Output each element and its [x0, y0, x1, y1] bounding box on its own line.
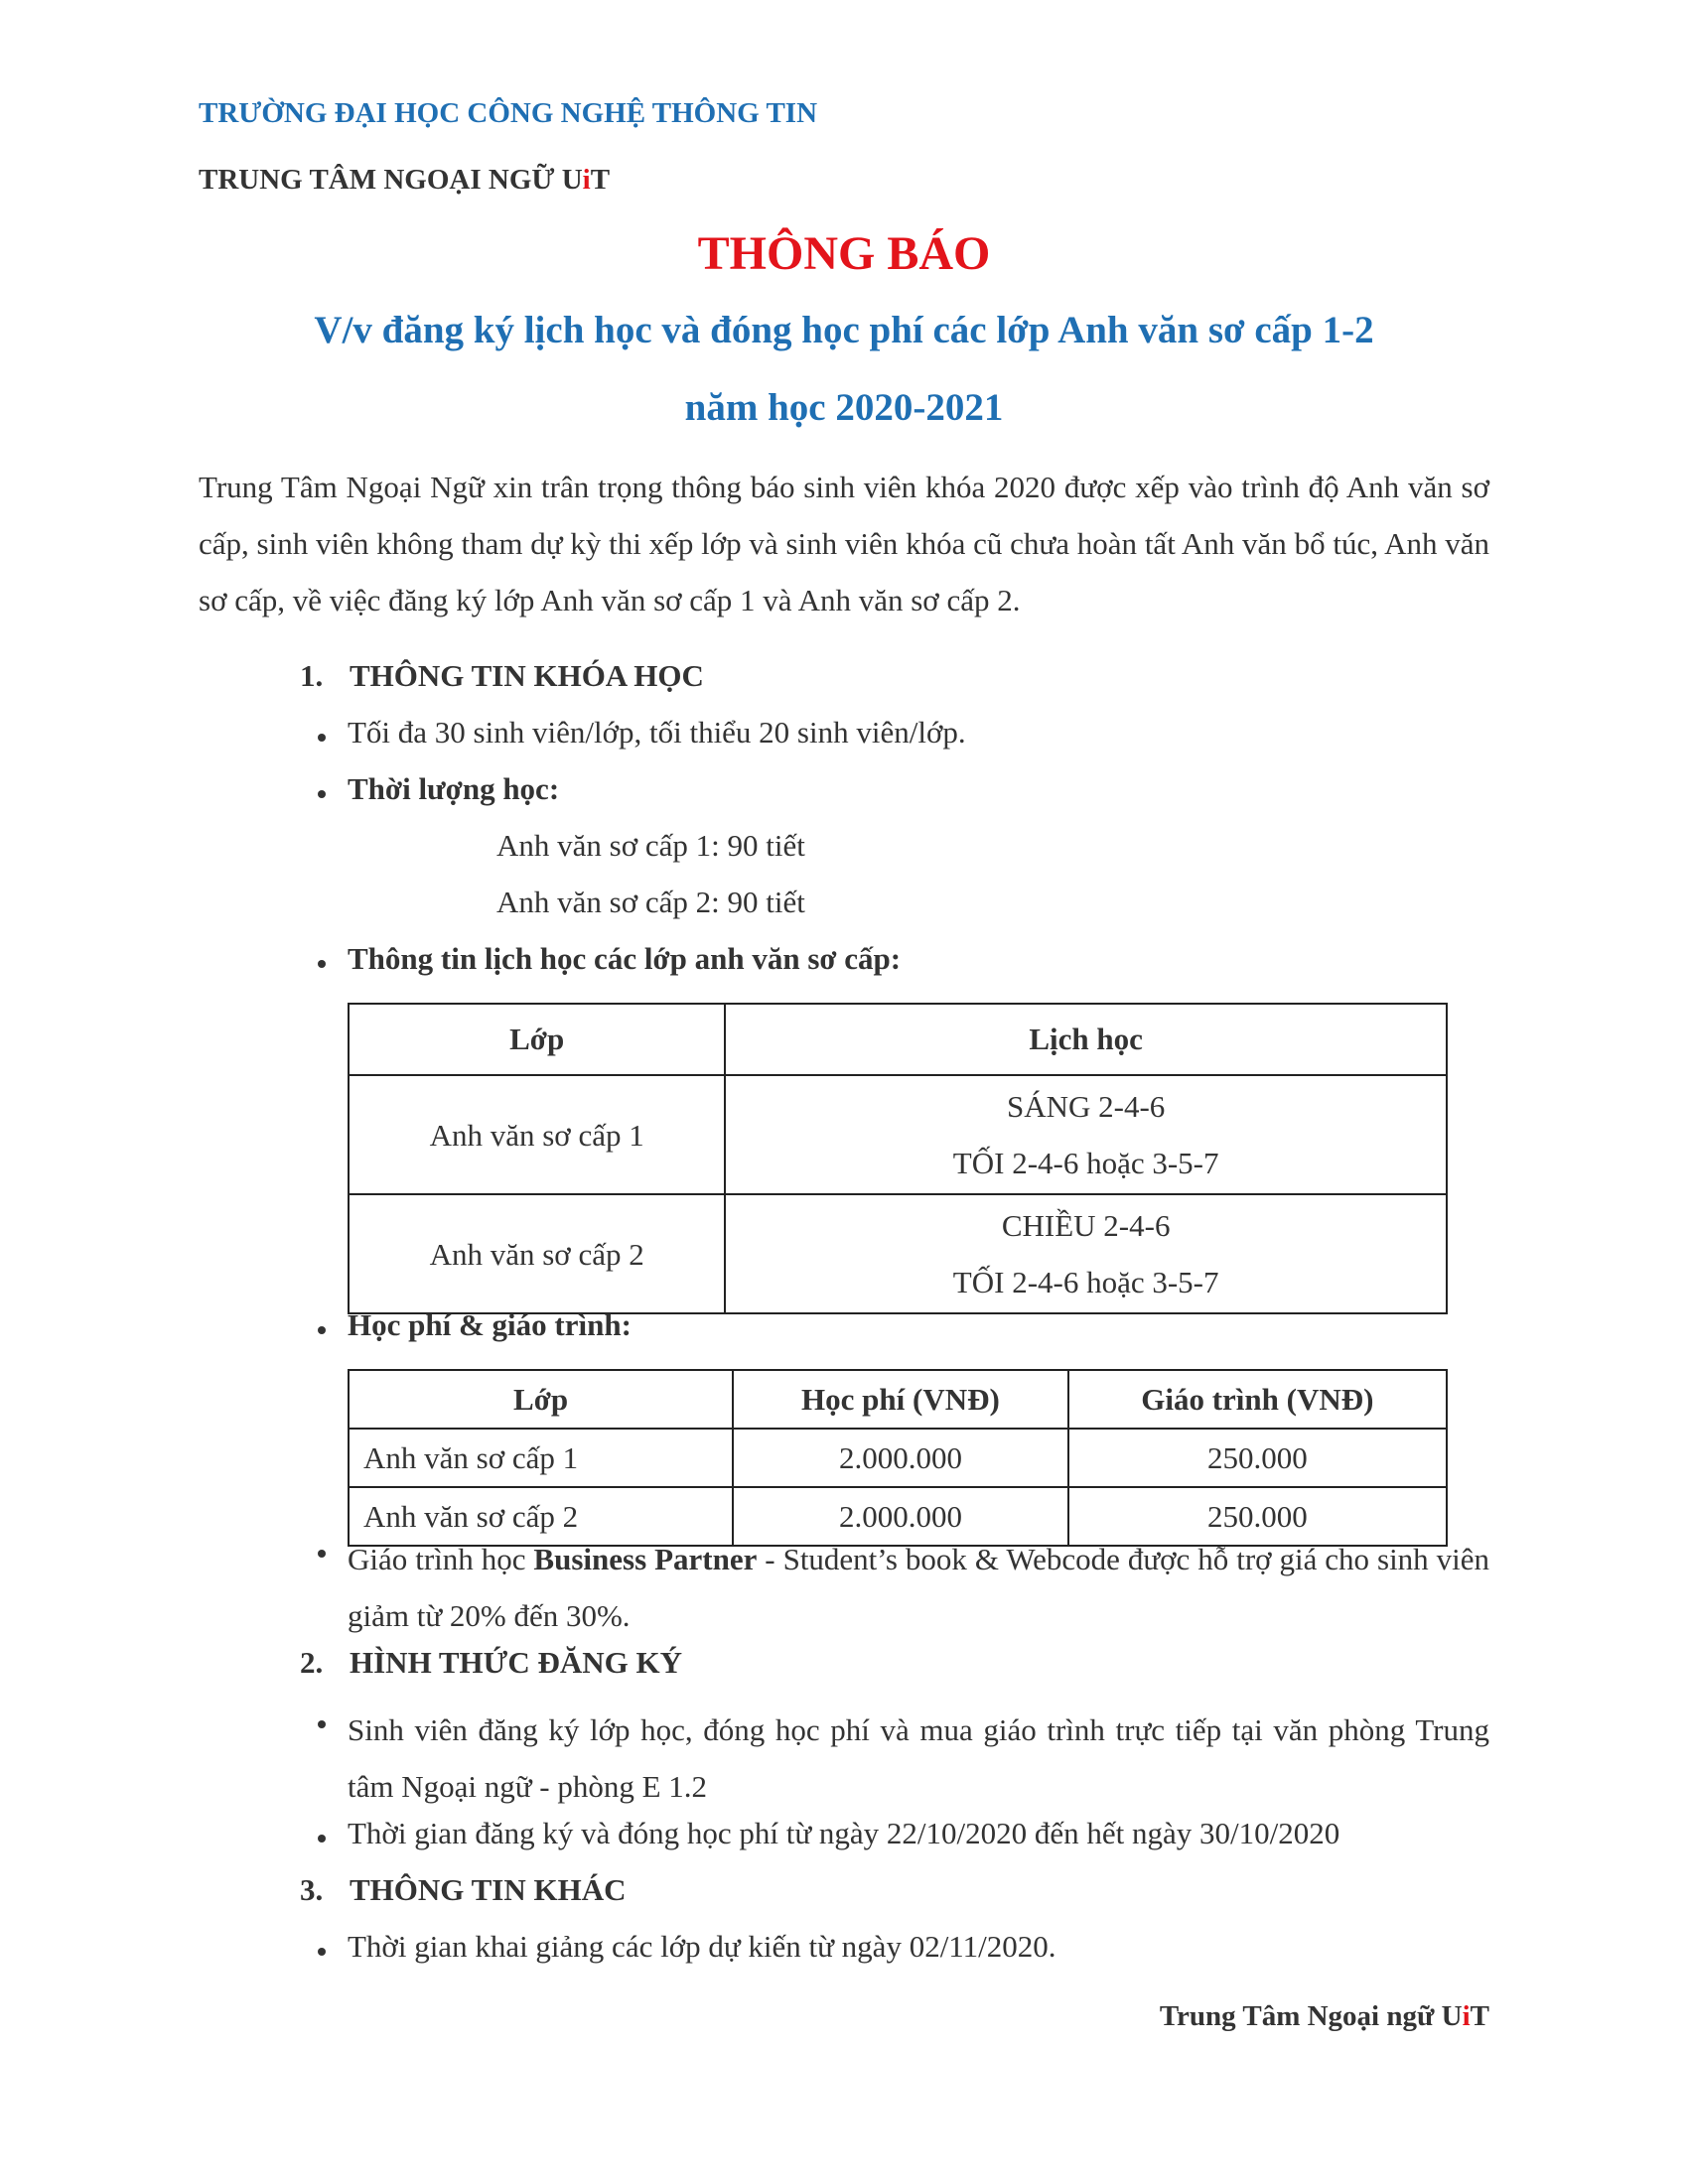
table-row [349, 1194, 1447, 1313]
bullet-schedule-label: Thông tin lịch học các lớp anh văn sơ cấp: [348, 941, 902, 976]
table-row [349, 1075, 1447, 1194]
signature-prefix: Trung Tâm Ngoại ngữ U [1159, 2000, 1463, 2032]
schedule-time-cell [725, 1075, 1447, 1194]
fee-tuition-cell: 2.000.000 [733, 1429, 1067, 1487]
bullet-register-time: Thời gian đăng ký và đóng học phí từ ngày 22/10/2020 đến hết ngày 30/10/2020 [348, 1816, 1340, 1850]
fee-table [348, 1369, 1448, 1547]
section-3-number: 3. [300, 1872, 324, 1907]
bullet-class-size: Tối đa 30 sinh viên/lớp, tối thiểu 20 sinh viên/lớp. [348, 715, 966, 750]
duration-level-2: Anh văn sơ cấp 2: 90 tiết [496, 885, 805, 919]
bullet-textbook-note [348, 1531, 1489, 1644]
university-name: TRƯỜNG ĐẠI HỌC CÔNG NGHỆ THÔNG TIN [199, 97, 818, 129]
fee-header-tuition: Học phí (VNĐ) [733, 1370, 1067, 1429]
schedule-header-schedule: Lịch học [725, 1004, 1447, 1075]
schedule-table-header [349, 1004, 1447, 1075]
section-1-heading [300, 658, 704, 694]
section-1-number: 1. [300, 658, 324, 693]
schedule-time-line: SÁNG 2-4-6 [1007, 1089, 1166, 1124]
fee-class-cell: Anh văn sơ cấp 1 [349, 1429, 733, 1487]
section-1-title: THÔNG TIN KHÓA HỌC [350, 658, 704, 693]
document-subtitle-line1: V/v đăng ký lịch học và đóng học phí các lớp Anh văn sơ cấp 1-2 [314, 309, 1374, 351]
bullet-fees-label: Học phí & giáo trình: [348, 1307, 632, 1342]
schedule-header-class: Lớp [349, 1004, 725, 1075]
table-row [349, 1429, 1447, 1487]
section-2-title: HÌNH THỨC ĐĂNG KÝ [350, 1645, 682, 1680]
section-2-heading [300, 1645, 682, 1681]
bullet-register-location: Sinh viên đăng ký lớp học, đóng học phí và mua giáo trình trực tiếp tại văn phòng Trung tâm Ngoại ngữ - phòng E 1.2 [348, 1702, 1489, 1815]
fee-header-book: Giáo trình (VNĐ) [1068, 1370, 1447, 1429]
fee-table-header [349, 1370, 1447, 1429]
fee-book-cell: 250.000 [1068, 1487, 1447, 1546]
section-3-title: THÔNG TIN KHÁC [350, 1872, 627, 1907]
fee-book-cell: 250.000 [1068, 1429, 1447, 1487]
schedule-class-cell: Anh văn sơ cấp 1 [349, 1075, 725, 1194]
document-subtitle-line2: năm học 2020-2021 [684, 386, 1004, 429]
schedule-table [348, 1003, 1448, 1314]
textbook-note-suffix: - Student’s book & Webcode được hỗ trợ giá cho sinh viên giảm từ 20% đến 30%. [348, 1542, 1489, 1633]
section-2-number: 2. [300, 1645, 324, 1680]
textbook-name: Business Partner [533, 1542, 758, 1576]
signature-i: i [1462, 2000, 1471, 2032]
document-title: THÔNG BÁO [697, 227, 991, 280]
intro-paragraph: Trung Tâm Ngoại Ngữ xin trân trọng thông báo sinh viên khóa 2020 được xếp vào trình độ Anh văn sơ cấp, sinh viên không tham dự kỳ thi xếp lớp và sinh viên khóa cũ chưa hoàn tất Anh văn bổ túc, Anh văn sơ cấp, về việc đăng ký lớp Anh văn sơ cấp 1 và Anh văn sơ cấp 2. [199, 470, 1489, 617]
section-3-heading [300, 1872, 626, 1908]
center-name-i: i [582, 164, 591, 196]
center-name-prefix: TRUNG TÂM NGOẠI NGỮ U [199, 164, 583, 196]
bullet-start-date: Thời gian khai giảng các lớp dự kiến từ ngày 02/11/2020. [348, 1929, 1056, 1964]
fee-class-cell: Anh văn sơ cấp 2 [349, 1487, 733, 1546]
center-name-suffix: T [590, 164, 611, 196]
fee-tuition-cell: 2.000.000 [733, 1487, 1067, 1546]
signature [1160, 2000, 1489, 2033]
signature-suffix: T [1470, 2000, 1489, 2032]
schedule-time-line: CHIỀU 2-4-6 [1001, 1208, 1171, 1243]
fee-header-class: Lớp [349, 1370, 733, 1429]
duration-level-1: Anh văn sơ cấp 1: 90 tiết [496, 828, 805, 863]
schedule-time-line: TỐI 2-4-6 hoặc 3-5-7 [952, 1146, 1219, 1180]
schedule-class-cell: Anh văn sơ cấp 2 [349, 1194, 725, 1313]
schedule-time-line: TỐI 2-4-6 hoặc 3-5-7 [952, 1265, 1219, 1299]
bullet-duration-label: Thời lượng học: [348, 771, 560, 806]
schedule-time-cell [725, 1194, 1447, 1313]
textbook-note-prefix: Giáo trình học [348, 1542, 534, 1576]
center-name [199, 164, 610, 197]
